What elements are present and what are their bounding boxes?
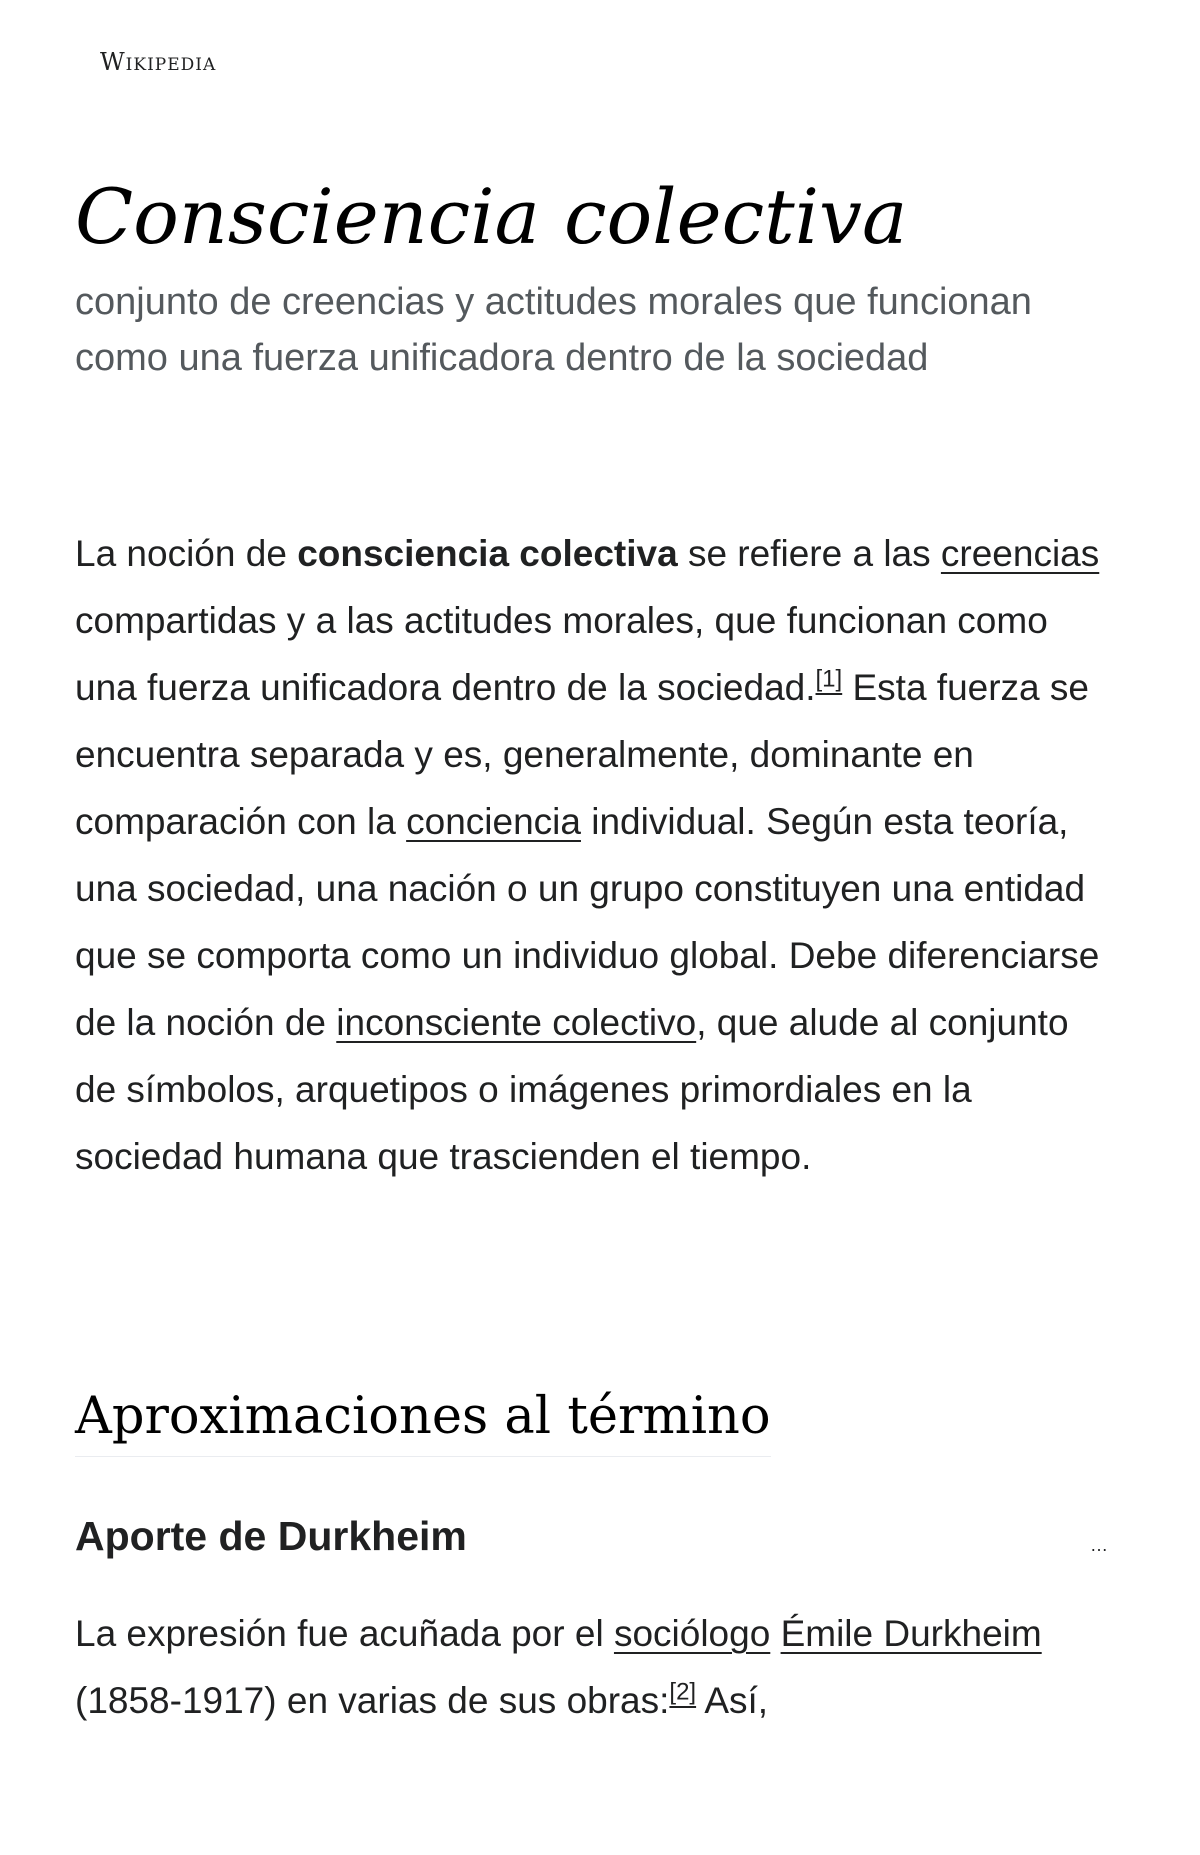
durkheim-text: Así,: [696, 1680, 769, 1721]
intro-text: Esta fuerza se encuentra separada y es, generalmente, dominante en comparación con la: [75, 667, 1089, 842]
wikipedia-wordmark[interactable]: Wikipedia: [100, 48, 217, 76]
link-conciencia[interactable]: conciencia: [406, 801, 581, 842]
intro-text: compartidas y a las actitudes morales, que funcionan como una fuerza unificadora dentro de la sociedad.: [75, 600, 1048, 708]
page-title: Consciencia colectiva: [75, 172, 908, 261]
durkheim-text: (1858-1917) en varias de sus obras:: [75, 1680, 670, 1721]
subsection-more-icon[interactable]: …: [1090, 1535, 1108, 1555]
intro-paragraph: [75, 520, 1105, 1190]
intro-text: individual. Según esta teoría, una sociedad, una nación o un grupo constituyen una entidad que se comporta como un individuo global. Debe diferenciarse de la noción de: [75, 801, 1100, 1043]
intro-text: , que alude al conjunto de símbolos, arquetipos o imágenes primordiales en la sociedad humana que trascienden el tiempo.: [75, 1002, 1069, 1177]
link-emile-durkheim[interactable]: Émile Durkheim: [780, 1613, 1042, 1654]
link-creencias[interactable]: creencias: [940, 533, 1100, 574]
intro-bold-term: consciencia colectiva: [297, 533, 678, 574]
link-sociologo[interactable]: sociólogo: [613, 1613, 771, 1654]
reference-2-link[interactable]: [2]: [669, 1678, 697, 1706]
subsection-heading[interactable]: Aporte de Durkheim: [75, 1513, 467, 1559]
durkheim-paragraph: [75, 1600, 1105, 1734]
reference-1[interactable]: [816, 666, 843, 693]
page-description: conjunto de creencias y actitudes morales que funcionan como una fuerza unificadora dentro de la sociedad: [75, 281, 1032, 379]
intro-text: La noción de: [75, 533, 298, 574]
intro-text: se refiere a las: [677, 533, 941, 574]
durkheim-text: [770, 1613, 780, 1654]
section-heading: Aproximaciones al término: [75, 1384, 771, 1457]
reference-1-link[interactable]: [1]: [815, 665, 843, 693]
reference-2[interactable]: [669, 1679, 696, 1706]
durkheim-text: La expresión fue acuñada por el: [75, 1613, 614, 1654]
link-inconsciente-colectivo[interactable]: inconsciente colectivo: [336, 1002, 697, 1043]
